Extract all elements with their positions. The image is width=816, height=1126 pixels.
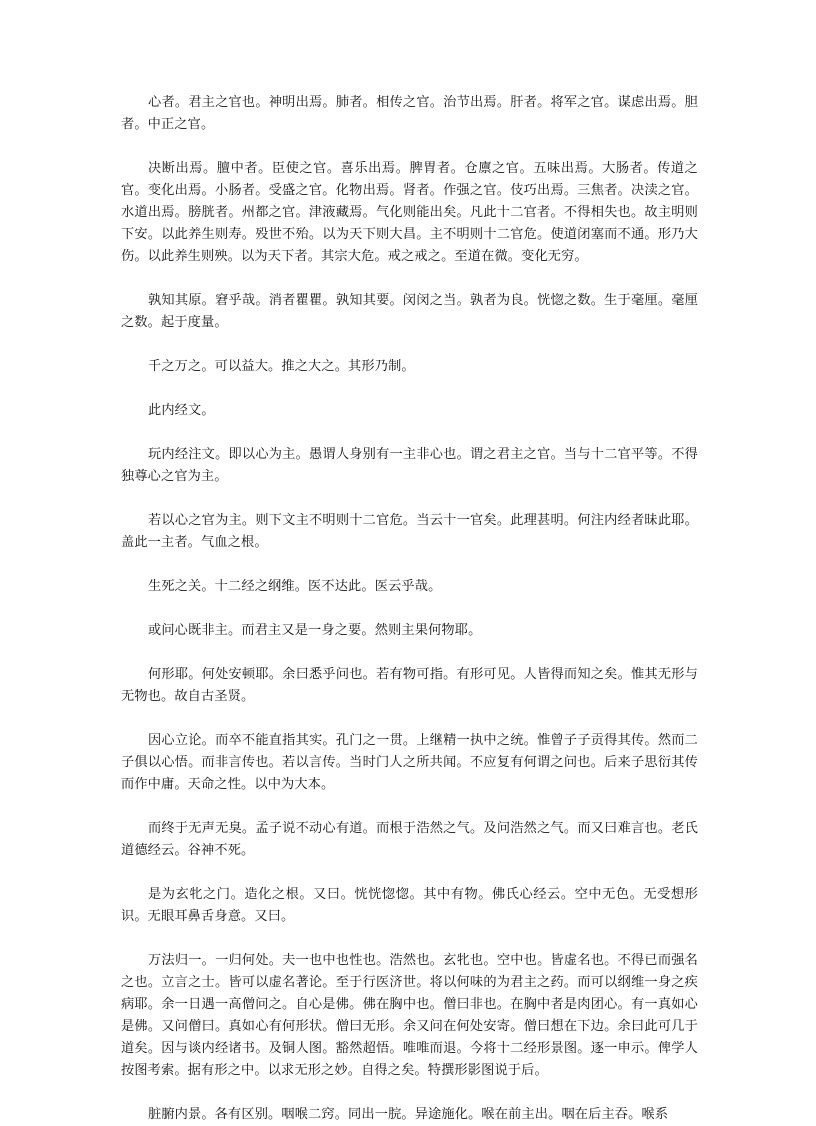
paragraph-1: 心者。君主之官也。神明出焉。肺者。相传之官。治节出焉。肝者。将军之官。谋虑出焉。胆者。中正之官。 <box>121 95 698 132</box>
paragraph-7: 若以心之官为主。则下文主不明则十二官危。当云十一官矣。此理甚明。何注内经者昧此耶。盖此一主者。气血之根。 <box>121 513 698 550</box>
paragraph-10: 何形耶。何处安顿耶。余曰悉乎问也。若有物可指。有形可见。人皆得而知之矣。惟其无形与无物也。故自古圣贤。 <box>121 667 698 704</box>
paragraph-15: 脏腑内景。各有区别。咽喉二窍。同出一脘。异途施化。喉在前主出。咽在后主吞。喉系 <box>148 1107 669 1122</box>
paragraph-4: 千之万之。可以益大。推之大之。其形乃制。 <box>148 359 415 374</box>
paragraph-13: 是为玄牝之门。造化之根。又曰。恍恍惚惚。其中有物。佛氏心经云。空中无色。无受想形识。无眼耳鼻舌身意。又曰。 <box>121 887 698 924</box>
paragraph-5: 此内经文。 <box>148 403 215 418</box>
paragraph-6: 玩内经注文。即以心为主。愚谓人身别有一主非心也。谓之君主之官。当与十二官平等。不得独尊心之官为主。 <box>121 447 698 484</box>
paragraph-12: 而终于无声无臭。孟子说不动心有道。而根于浩然之气。及问浩然之气。而又曰难言也。老氏道德经云。谷神不死。 <box>121 821 698 858</box>
paragraph-3: 孰知其原。窘乎哉。消者瞿瞿。孰知其要。闵闵之当。孰者为良。恍惚之数。生于毫厘。毫厘之数。起于度量。 <box>121 293 698 330</box>
paragraph-11: 因心立论。而卒不能直指其实。孔门之一贯。上继精一执中之统。惟曾子子贡得其传。然而二子俱以心悟。而非言传也。若以言传。当时门人之所共闻。不应复有何谓之问也。后来子思衍其传而作中庸。天命之性。以中为大本。 <box>121 733 698 792</box>
paragraph-9: 或问心既非主。而君主又是一身之要。然则主果何物耶。 <box>148 623 482 638</box>
paragraph-2: 决断出焉。膻中者。臣使之官。喜乐出焉。脾胃者。仓廪之官。五味出焉。大肠者。传道之官。变化出焉。小肠者。受盛之官。化物出焉。肾者。作强之官。伎巧出焉。三焦者。决渎之官。水道出焉。膀胱者。州都之官。津液藏焉。气化则能出矣。凡此十二官者。不得相失也。故主明则下安。以此养生则寿。殁世不殆。以为天下则大昌。主不明则十二官危。使道闭塞而不通。形乃大伤。以此养生则殃。以为天下者。其宗大危。戒之戒之。至道在微。变化无穷。 <box>121 161 698 264</box>
paragraph-14: 万法归一。一归何处。夫一也中也性也。浩然也。玄牝也。空中也。皆虚名也。不得已而强名之也。立言之士。皆可以虚名著论。至于行医济世。将以何味的为君主之药。而可以纲维一身之疾病耶。余一日遇一高僧问之。自心是佛。佛在胸中也。僧曰非也。在胸中者是肉团心。有一真如心是佛。又问僧曰。真如心有何形状。僧曰无形。余又问在何处安寄。僧曰想在下边。余曰此可几于道矣。因与谈内经诸书。及铜人图。豁然超悟。唯唯而退。今将十二经形景图。逐一申示。俾学人按图考索。据有形之中。以求无形之妙。自得之矣。特撰形影图说于后。 <box>121 953 698 1078</box>
paragraph-8: 生死之关。十二经之纲维。医不达此。医云乎哉。 <box>148 579 442 594</box>
